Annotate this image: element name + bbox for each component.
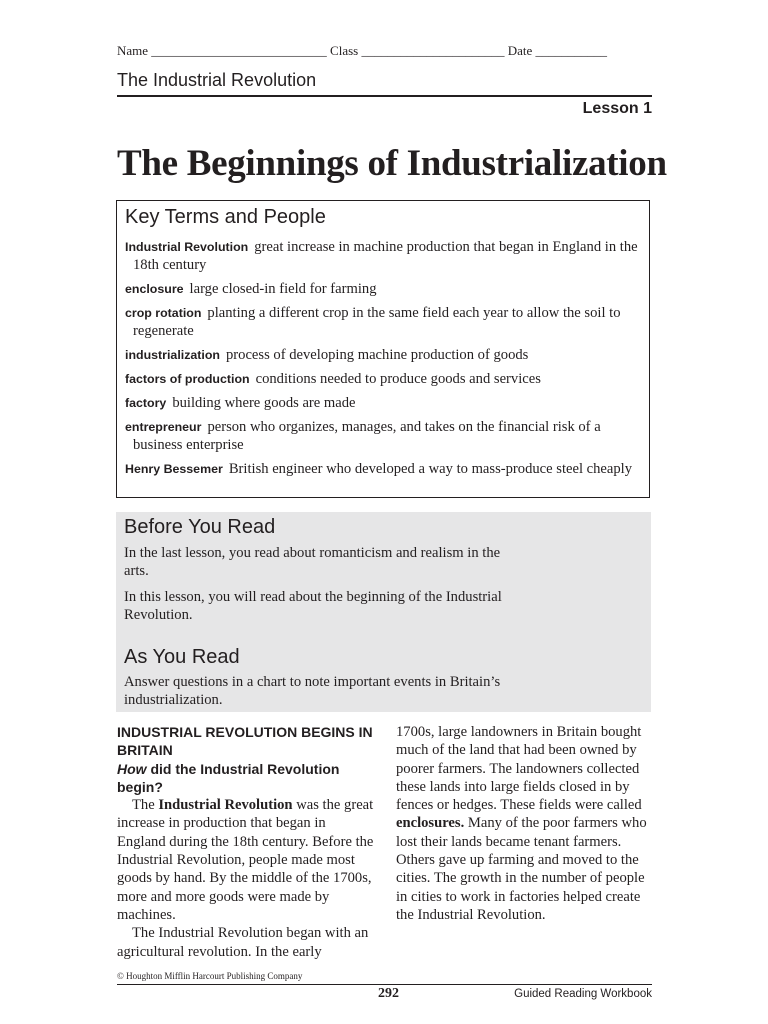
key-terms-heading: Key Terms and People: [125, 206, 326, 228]
key-term-definition: British engineer who developed a way to mass-produce steel cheaply: [228, 461, 633, 477]
paragraph-3-start: 1700s, large landowners in Britain bought much of the land that had been owned by poorer farmers. The landowners collected these lands into large fields closed in by fences or hedges. These fields were called: [396, 724, 642, 814]
reading-guide-panel: [116, 512, 651, 712]
key-term-item: [125, 418, 640, 454]
header-rule: [117, 95, 652, 97]
key-term-definition: large closed-in field for farming: [189, 281, 377, 297]
key-term-item: [125, 346, 640, 364]
paragraph-3: [396, 723, 656, 924]
paragraph-3-rest: Many of the poor farmers who lost their lands became tenant farmers. Others gave up farming and moved to the cities. The growth in the number of people in cities to work in factories helped create the Industrial Revolution.: [396, 815, 647, 923]
key-term-definition: conditions needed to produce goods and services: [255, 371, 541, 387]
as-you-read-text: Answer questions in a chart to note important events in Britain’s industrialization.: [124, 674, 501, 709]
left-column: [117, 723, 375, 961]
paragraph-1-rest: was the great increase in production that began in England during the 18th century. Before the Industrial Revolution, people made most goods by hand. By the middle of the 1700s, more and more goods were made by machines.: [117, 797, 374, 923]
before-you-read-text-1: In the last lesson, you read about romanticism and realism in the arts.: [124, 545, 501, 580]
key-terms-box: [116, 200, 650, 498]
key-term-item: [125, 394, 640, 412]
key-term-item: [125, 280, 640, 298]
key-term: Industrial Revolution: [125, 240, 249, 254]
question-emphasis: How: [117, 760, 147, 777]
bold-term-industrial-revolution: Industrial Revolution: [158, 797, 293, 814]
paragraph-2: The Industrial Revolution began with an agricultural revolution. In the early: [117, 925, 369, 960]
before-you-read-text-2: In this lesson, you will read about the beginning of the Industrial Revolution.: [124, 589, 502, 624]
key-term: enclosure: [125, 282, 184, 296]
workbook-title: Guided Reading Workbook: [514, 988, 652, 1000]
footer-rule: [117, 984, 652, 985]
key-term: factory: [125, 396, 167, 410]
name-class-date-line: Name ___________________________ Class ______________________ Date ___________: [117, 43, 608, 58]
as-you-read-heading: As You Read: [124, 646, 240, 668]
key-term: Henry Bessemer: [125, 462, 223, 476]
paragraph-1: [117, 796, 375, 924]
right-column: [396, 723, 656, 924]
section-question: [117, 760, 375, 797]
section-heading: INDUSTRIAL REVOLUTION BEGINS IN BRITAIN: [117, 724, 373, 759]
before-you-read-heading: Before You Read: [124, 516, 276, 538]
key-term-definition: process of developing machine production of goods: [226, 347, 529, 363]
key-term-definition: person who organizes, manages, and takes on the financial risk of a business enterprise: [133, 419, 601, 453]
lesson-label: Lesson 1: [582, 100, 652, 117]
key-term-definition: building where goods are made: [172, 395, 356, 411]
key-term-item: [125, 304, 640, 340]
key-term-item: [125, 370, 640, 388]
key-term: crop rotation: [125, 306, 202, 320]
page-title: The Beginnings of Industrialization: [117, 143, 667, 184]
key-term-item: [125, 460, 640, 478]
copyright: © Houghton Mifflin Harcourt Publishing Company: [117, 971, 303, 981]
question-text: did the Industrial Revolution begin?: [117, 760, 340, 795]
unit-title: The Industrial Revolution: [117, 70, 317, 90]
paragraph-1-start: The: [132, 797, 159, 814]
key-terms-list: [125, 238, 640, 484]
key-term: factors of production: [125, 372, 250, 386]
key-term: industrialization: [125, 348, 220, 362]
bold-term-enclosures: enclosures.: [396, 815, 465, 832]
page-number: 292: [378, 986, 399, 1001]
key-term-definition: planting a different crop in the same field each year to allow the soil to regenerate: [133, 305, 621, 339]
key-term-definition: great increase in machine production that began in England in the 18th century: [133, 239, 638, 273]
key-term-item: [125, 238, 640, 274]
key-term: entrepreneur: [125, 420, 202, 434]
